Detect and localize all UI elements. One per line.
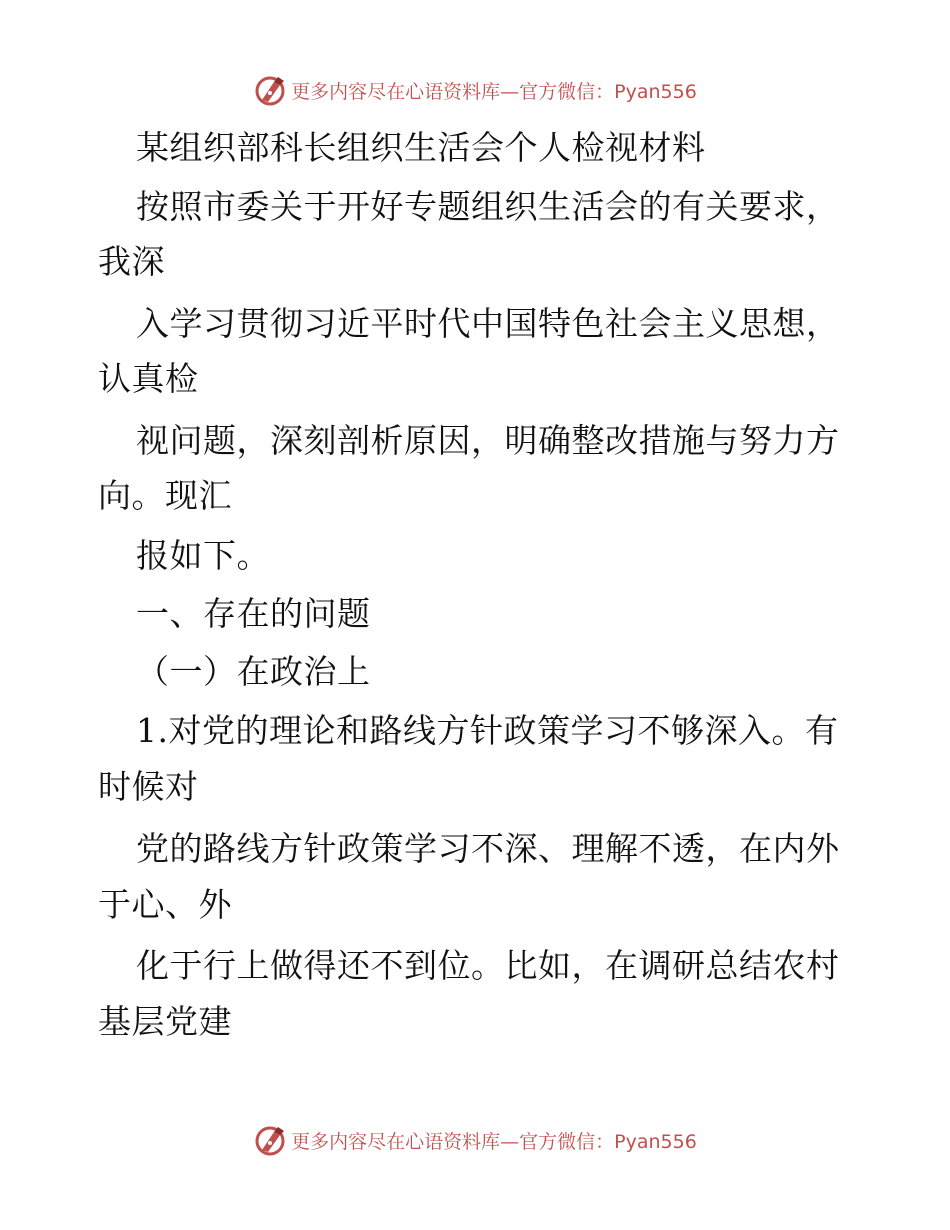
- section-heading: 一、存在的问题: [136, 594, 371, 633]
- paragraph-line: 基层党建: [98, 1002, 232, 1041]
- footer-watermark-banner: [0, 1120, 950, 1160]
- wechat-id: Pyan556: [614, 1130, 697, 1153]
- subsection-heading: （一）在政治上: [136, 652, 371, 691]
- paragraph-line: 1.对党的理论和路线方针政策学习不够深入。有: [136, 711, 839, 750]
- paragraph-line: 入学习贯彻习近平时代中国特色社会主义思想，: [136, 304, 840, 343]
- paragraph-line: 认真检: [98, 359, 199, 398]
- paragraph-line: 报如下。: [136, 536, 270, 575]
- paragraph-line: 党的路线方针政策学习不深、理解不透，在内外: [136, 829, 840, 868]
- paragraph-line: 向。现汇: [98, 476, 232, 515]
- banner-text: 更多内容尽在心语资料库—官方微信：Pyan556: [291, 1130, 697, 1153]
- paragraph-line: 化于行上做得还不到位。比如，在调研总结农村: [136, 946, 840, 985]
- wechat-id: Pyan556: [614, 80, 697, 103]
- document-title: 某组织部科长组织生活会个人检视材料: [136, 128, 706, 167]
- banner-text: 更多内容尽在心语资料库—官方微信：Pyan556: [291, 80, 697, 103]
- header-watermark-banner: [0, 70, 950, 110]
- paragraph-line: 按照市委关于开好专题组织生活会的有关要求，: [136, 187, 840, 226]
- pen-nib-logo-icon: [253, 73, 287, 107]
- paragraph-line: 于心、外: [98, 885, 232, 924]
- paragraph-line: 视问题，深刻剖析原因，明确整改措施与努力方: [136, 421, 840, 460]
- pen-nib-logo-icon: [253, 1123, 287, 1157]
- paragraph-line: 我深: [98, 242, 165, 281]
- paragraph-line: 时候对: [98, 767, 199, 806]
